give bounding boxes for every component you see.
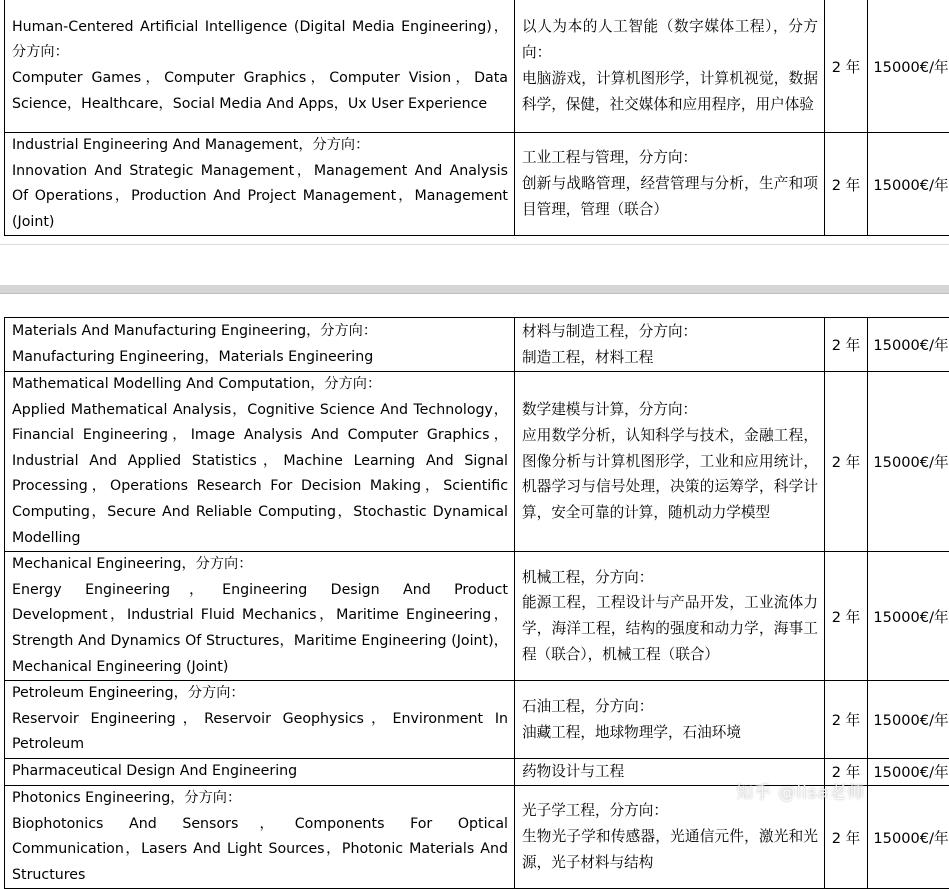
program-english-cell — [5, 318, 515, 372]
program-chinese-specializations: 能源工程，工程设计与产品开发，工业流体力学，海洋工程，结构的强度和动力学，海事工程（联合），机械工程（联合） — [522, 590, 818, 667]
program-english-cell — [5, 681, 515, 759]
program-english-specializations: Manufacturing Engineering，Materials Engineering — [12, 345, 508, 371]
program-english-cell — [5, 0, 515, 133]
program-english-title: Photonics Engineering，分方向： — [12, 786, 508, 812]
program-chinese-title: 工业工程与管理，分方向： — [522, 145, 818, 171]
page-divider — [0, 244, 949, 245]
zhihu-watermark: 知乎 @lisa老师 — [736, 778, 865, 803]
program-english-cell — [5, 372, 515, 552]
program-table-top — [4, 0, 949, 236]
program-tuition-fee: 15000€/年 — [868, 318, 949, 372]
table-row — [5, 681, 949, 759]
program-chinese-cell — [515, 372, 825, 552]
table-row — [5, 372, 949, 552]
program-chinese-specializations: 油藏工程，地球物理学，石油环境 — [522, 720, 818, 746]
program-english-specializations: Biophotonics And Sensors，Components For Optical Communication，Lasers And Light Sources，Photonic Materials And Structures — [12, 812, 508, 889]
program-chinese-title: 光子学工程，分方向： — [522, 798, 818, 824]
program-tuition-fee: 15000€/年 — [868, 785, 949, 888]
program-chinese-cell — [515, 681, 825, 759]
program-chinese-cell — [515, 552, 825, 681]
program-chinese-specializations: 创新与战略管理，经营管理与分析，生产和项目管理，管理（联合） — [522, 171, 818, 223]
program-tuition-fee: 15000€/年 — [868, 758, 949, 785]
program-chinese-title: 石油工程，分方向： — [522, 694, 818, 720]
program-duration: 2 年 — [825, 0, 868, 133]
page-break-band — [0, 285, 949, 293]
program-duration: 2 年 — [825, 758, 868, 785]
program-english-title: Petroleum Engineering，分方向： — [12, 681, 508, 707]
program-chinese-title: 数学建模与计算，分方向： — [522, 397, 818, 423]
program-chinese-title: 机械工程，分方向： — [522, 565, 818, 591]
program-duration: 2 年 — [825, 372, 868, 552]
program-english-specializations: Applied Mathematical Analysis，Cognitive Science And Technology，Financial Engineering，Image Analysis And Computer Graphics，Industrial And Applied Statistics，Machine Learning And Signal Processing，Operations Research For Decision Making，Scientific Computing，Secure And Reliable Computing，Stochastic Dynamical Modelling — [12, 398, 508, 552]
program-english-title: Mechanical Engineering，分方向： — [12, 552, 508, 578]
program-english-cell — [5, 552, 515, 681]
program-chinese-specializations: 应用数学分析，认知科学与技术，金融工程，图像分析与计算机图形学，工业和应用统计，机器学习与信号处理，决策的运筹学，科学计算，安全可靠的计算，随机动力学模型 — [522, 423, 818, 526]
program-chinese-title: 药物设计与工程 — [522, 759, 818, 785]
program-tuition-fee: 15000€/年 — [868, 133, 949, 236]
program-chinese-specializations: 生物光子学和传感器，光通信元件，激光和光源，光子材料与结构 — [522, 824, 818, 876]
program-english-specializations: Innovation And Strategic Management，Management And Analysis Of Operations，Production And Project Management，Management (Joint) — [12, 159, 508, 236]
program-chinese-cell — [515, 133, 825, 236]
table-row — [5, 552, 949, 681]
program-chinese-cell — [515, 318, 825, 372]
table-row — [5, 133, 949, 236]
program-english-specializations: Energy Engineering，Engineering Design And Product Development，Industrial Fluid Mechanics，Maritime Engineering，Strength And Dynamics Of Structures，Maritime Engineering (Joint)，Mechanical Engineering (Joint) — [12, 578, 508, 680]
program-tuition-fee: 15000€/年 — [868, 552, 949, 681]
program-english-title: Industrial Engineering And Management，分方向： — [12, 133, 508, 159]
program-tuition-fee: 15000€/年 — [868, 681, 949, 759]
program-table-bottom — [4, 317, 949, 889]
program-english-specializations: Computer Games，Computer Graphics，Computer Vision，Data Science，Healthcare，Social Media And Apps，Ux User Experience — [12, 66, 508, 117]
program-duration: 2 年 — [825, 133, 868, 236]
program-english-title: Human-Centered Artificial Intelligence (Digital Media Engineering)，分方向： — [12, 15, 508, 66]
program-chinese-cell — [515, 0, 825, 133]
program-tuition-fee: 15000€/年 — [868, 372, 949, 552]
program-english-title: Pharmaceutical Design And Engineering — [12, 759, 508, 785]
program-chinese-specializations: 制造工程，材料工程 — [522, 345, 818, 371]
program-duration: 2 年 — [825, 681, 868, 759]
program-chinese-title: 材料与制造工程，分方向： — [522, 319, 818, 345]
program-duration: 2 年 — [825, 552, 868, 681]
program-english-specializations: Reservoir Engineering，Reservoir Geophysics，Environment In Petroleum — [12, 707, 508, 758]
table-row — [5, 318, 949, 372]
table-row — [5, 0, 949, 133]
program-english-title: Materials And Manufacturing Engineering，分方向： — [12, 319, 508, 345]
program-duration: 2 年 — [825, 318, 868, 372]
program-english-cell — [5, 133, 515, 236]
program-english-title: Mathematical Modelling And Computation，分方向： — [12, 372, 508, 398]
program-tuition-fee: 15000€/年 — [868, 0, 949, 133]
program-duration: 2 年 — [825, 785, 868, 888]
program-english-cell — [5, 758, 515, 785]
page-break-edge — [0, 293, 949, 294]
program-chinese-specializations: 电脑游戏，计算机图形学，计算机视觉，数据科学，保健，社交媒体和应用程序，用户体验 — [522, 66, 818, 118]
program-english-cell — [5, 785, 515, 888]
program-chinese-title: 以人为本的人工智能（数字媒体工程），分方向： — [522, 14, 818, 66]
